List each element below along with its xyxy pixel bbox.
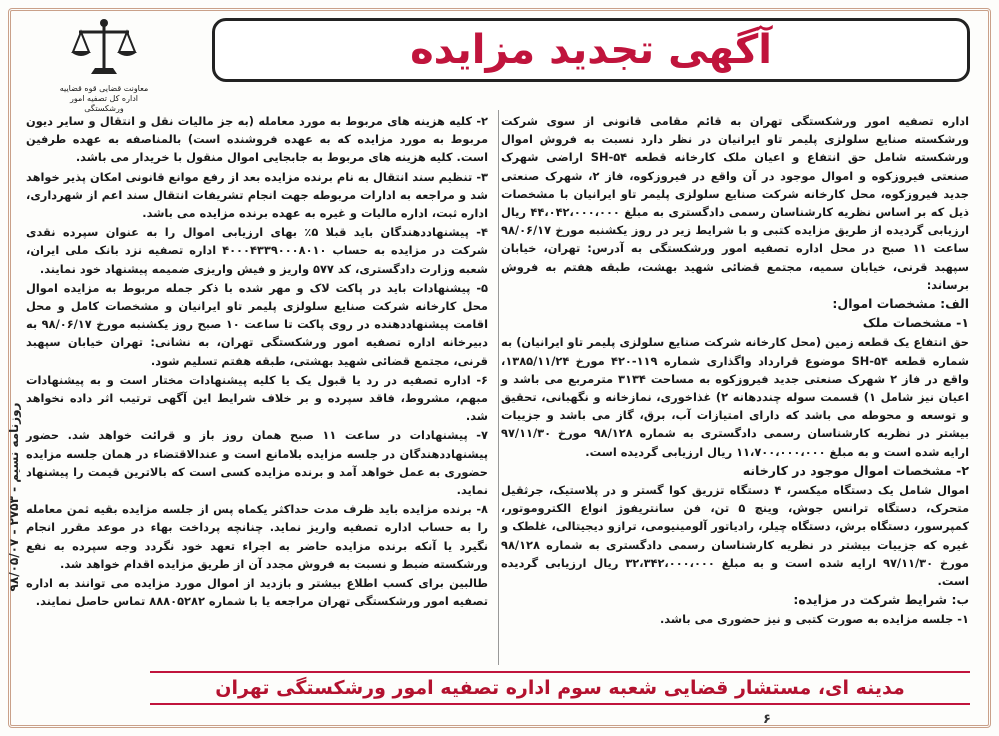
column-divider: [498, 110, 499, 665]
closing-paragraph: طالبین برای کسب اطلاع بیشتر و بازدید از اموال مورد مزایده می توانند به اداره تصفیه امور ورشکستگی تهران مراجعه یا با شماره ۸۸۸۰۵۲۸۲ تماس حاصل نمایند.: [26, 576, 488, 609]
condition-4: ۴- پیشنهاددهندگان باید قبلا ۵٪ بهای ارزیابی اموال را به عنوان سپرده نقدی شرکت در مزایده به حساب ۴۰۰۰۴۳۳۹۰۰۰۸۰۱۰ اداره تصفیه نزد بانک ملی ایران، شعبه وزارت دادگستری، کد ۵۷۷ واریز و فیش واریزی ضمیمه پیشنهاد خود نمایند.: [26, 225, 488, 276]
emblem-caption-1: معاونت قضایی قوه قضاییه: [59, 84, 149, 93]
heading-factory-assets: ۲- مشخصات اموال موجود در کارخانه: [742, 462, 969, 478]
factory-assets-paragraph: اموال شامل یک دستگاه میکسر، ۴ دستگاه تزریق کوا گستر و در پلاستیک، جرثقیل متحرک، دستگاه ترانس جوش، وینچ ۵ تن، فن سانتریفوژ انواع الکتروموتور، کمپرسور، دستگاه برش، دستگاه چیلر، رادیاتور آلومینیومی، ترازو دیجیتالی، غلطک و غیره که جزییات بیشتر در نظریه کارشناسان رسمی دادگستری به شماره ۹۸/۱۲۸ مورخ ۹۷/۱۱/۳۰ ارایه شده است و به مبلغ ۳۲،۳۴۲،۰۰۰،۰۰۰ ریال ارزیابی گردیده است.: [501, 483, 969, 589]
heading-property-specs: الف: مشخصات اموال:: [832, 296, 969, 312]
condition-5: ۵- پیشنهادات باید در پاکت لاک و مهر شده با ذکر جمله مربوط به مزایده اموال محل کارخانه شرکت صنایع سلولزی پلیمر تاو ایرانیان و مشخصات کامل و محل اقامت پیشنهاددهنده در روی پاکت تا ساعت ۱۰ صبح روز یکشنبه مورخ ۹۸/۰۶/۱۷ به دبیرخانه اداره تصفیه امور ورشکستگی تهران، به نشانی: تهران خیابان سپهبد قرنی، مجتمع قضائی شهید بهشتی، طبقه هفتم تسلیم شود.: [26, 280, 488, 368]
signature-footer: مدینه ای، مستشار قضایی شعبه سوم اداره تصفیه امور ورشکستگی تهران: [150, 671, 970, 705]
right-column: [501, 112, 969, 630]
title-bar: [212, 18, 970, 82]
condition-3: ۳- تنظیم سند انتقال به نام برنده مزایده بعد از رفع موانع قانونی امکان پذیر خواهد شد و مراجعه به ادارات مربوطه جهت انجام تشریفات انتقال سند اعم از شهرداری، اداره ثبت، اداره مالیات و غیره به عهده برنده مزایده می باشد.: [26, 169, 488, 221]
land-specs-paragraph: حق انتفاع یک قطعه زمین (محل کارخانه شرکت صنایع سلولزی پلیمر تاو ایرانیان) به شماره قطعه SH-۵۴ موضوع قرارداد واگذاری شماره ۱۱۹-۴۲۰ مورخ ۱۳۸۵/۱۱/۲۴، واقع در فاز ۲ شهرک صنعتی جدید فیروزکوه به مساحت ۳۱۳۴ مترمربع می باشد و اعیان نیز شامل ۱) قسمت سوله چنددهانه ۲) غذاخوری، نمازخانه و نگهبانی، تحقیق و توسعه و محوطه می باشد که دارای امتیازات آب، برق، گاز می باشد و جزییات بیشتر در نظریه کارشناسان رسمی دادگستری به شماره ۹۸/۱۲۸ مورخ ۹۷/۱۱/۳۰ ارایه شده است و به مبلغ ۱۱،۷۰۰،۰۰۰،۰۰۰ ریال ارزیابی گردیده است.: [501, 335, 969, 459]
condition-1: ۱- جلسه مزایده به صورت کتبی و نیز حضوری می باشد.: [659, 612, 969, 627]
page-title: آگهی تجدید مزایده: [410, 27, 772, 73]
condition-7: ۷- پیشنهادات در ساعت ۱۱ صبح همان روز باز و قرائت خواهد شد. حضور پیشنهاددهندگان در جلسه مزایده بلامانع است و عندالاقتضاء در همان جلسه مزایده حضوری به عمل خواهد آمد و برنده مزایده کسی است که بالاترین قیمت را پیشنهاد نماید.: [26, 428, 488, 498]
condition-2: ۲- کلیه هزینه های مربوط به مورد معامله (به جز مالیات نقل و انتقال و سایر دیون مربوط به مورد مزایده که به عهده فروشنده است) بالمناصفه به عهده طرفین است. کلیه هزینه های مربوط به جابجایی اموال منقول با خریدار می باشد.: [26, 114, 488, 165]
page-number: ۶: [763, 712, 771, 727]
left-column: [26, 112, 488, 611]
judiciary-emblem: [50, 18, 158, 113]
heading-conditions: ب: شرایط شرکت در مزایده:: [793, 592, 969, 608]
emblem-caption-2: اداره کل تصفیه امور ورشکستگی: [70, 94, 138, 113]
intro-paragraph: اداره تصفیه امور ورشکستگی تهران به قائم مقامی قانونی از سوی شرکت ورشکسته صنایع سلولزی پلیمر تاو ایرانیان در نظر دارد نسبت به فروش اموال ورشکسته شامل حق انتفاع و اعیان ملک کارخانه قطعه SH-۵۴ اراضی شهرک صنعتی فیروزکوه و اموال موجود در آن واقع در فیروزکوه، فاز ۲، شهرک صنعتی جدید فیروزکوه، محل کارخانه شرکت صنایع سلولزی پلیمر تاو ایرانیان با مشخصات ذیل که بر اساس نظریه کارشناسان رسمی دادگستری به مبلغ ۴۴،۰۴۲،۰۰۰،۰۰۰ ریال ارزیابی گردیده از طریق مزایده کتبی و با شرایط زیر در روز یکشنبه مورخ ۹۸/۰۶/۱۷ ساعت ۱۱ صبح در محل اداره تصفیه امور ورشکستگی به آدرس: تهران، خیابان سپهبد قرنی، خیابان سمیه، مجتمع قضائی شهید بهشت، طبقه هفتم به فروش برساند:: [501, 114, 969, 292]
condition-8: ۸- برنده مزایده باید ظرف مدت حداکثر یکماه پس از جلسه مزایده بقیه ثمن معامله را به حساب اداره تصفیه واریز نماید. چنانچه پرداخت بهاء در موعد مقرر انجام نگیرد یا آنکه برنده مزایده حاضر به اجراء تعهد خود نگردد وجه سپرده به نفع ورشکسته ضبط و نسبت به فروش مجدد آن از طریق مزایده اقدام خواهد شد.: [26, 502, 488, 571]
heading-land-specs: ۱- مشخصات ملک: [862, 315, 969, 331]
condition-6: ۶- اداره تصفیه در رد یا قبول یک یا کلیه پیشنهادات مختار است و به پیشنهادات مبهم، مشروط، فاقد سپرده و بر خلاف شرایط این آگهی ترتیب اثر داده نخواهد شد.: [26, 372, 488, 424]
scales-of-justice-icon: [69, 18, 139, 80]
newspaper-sidebar: روزنامه نسیم - ۲۷۵۳ - ۹۸/۰۵/۰۷: [7, 402, 21, 592]
